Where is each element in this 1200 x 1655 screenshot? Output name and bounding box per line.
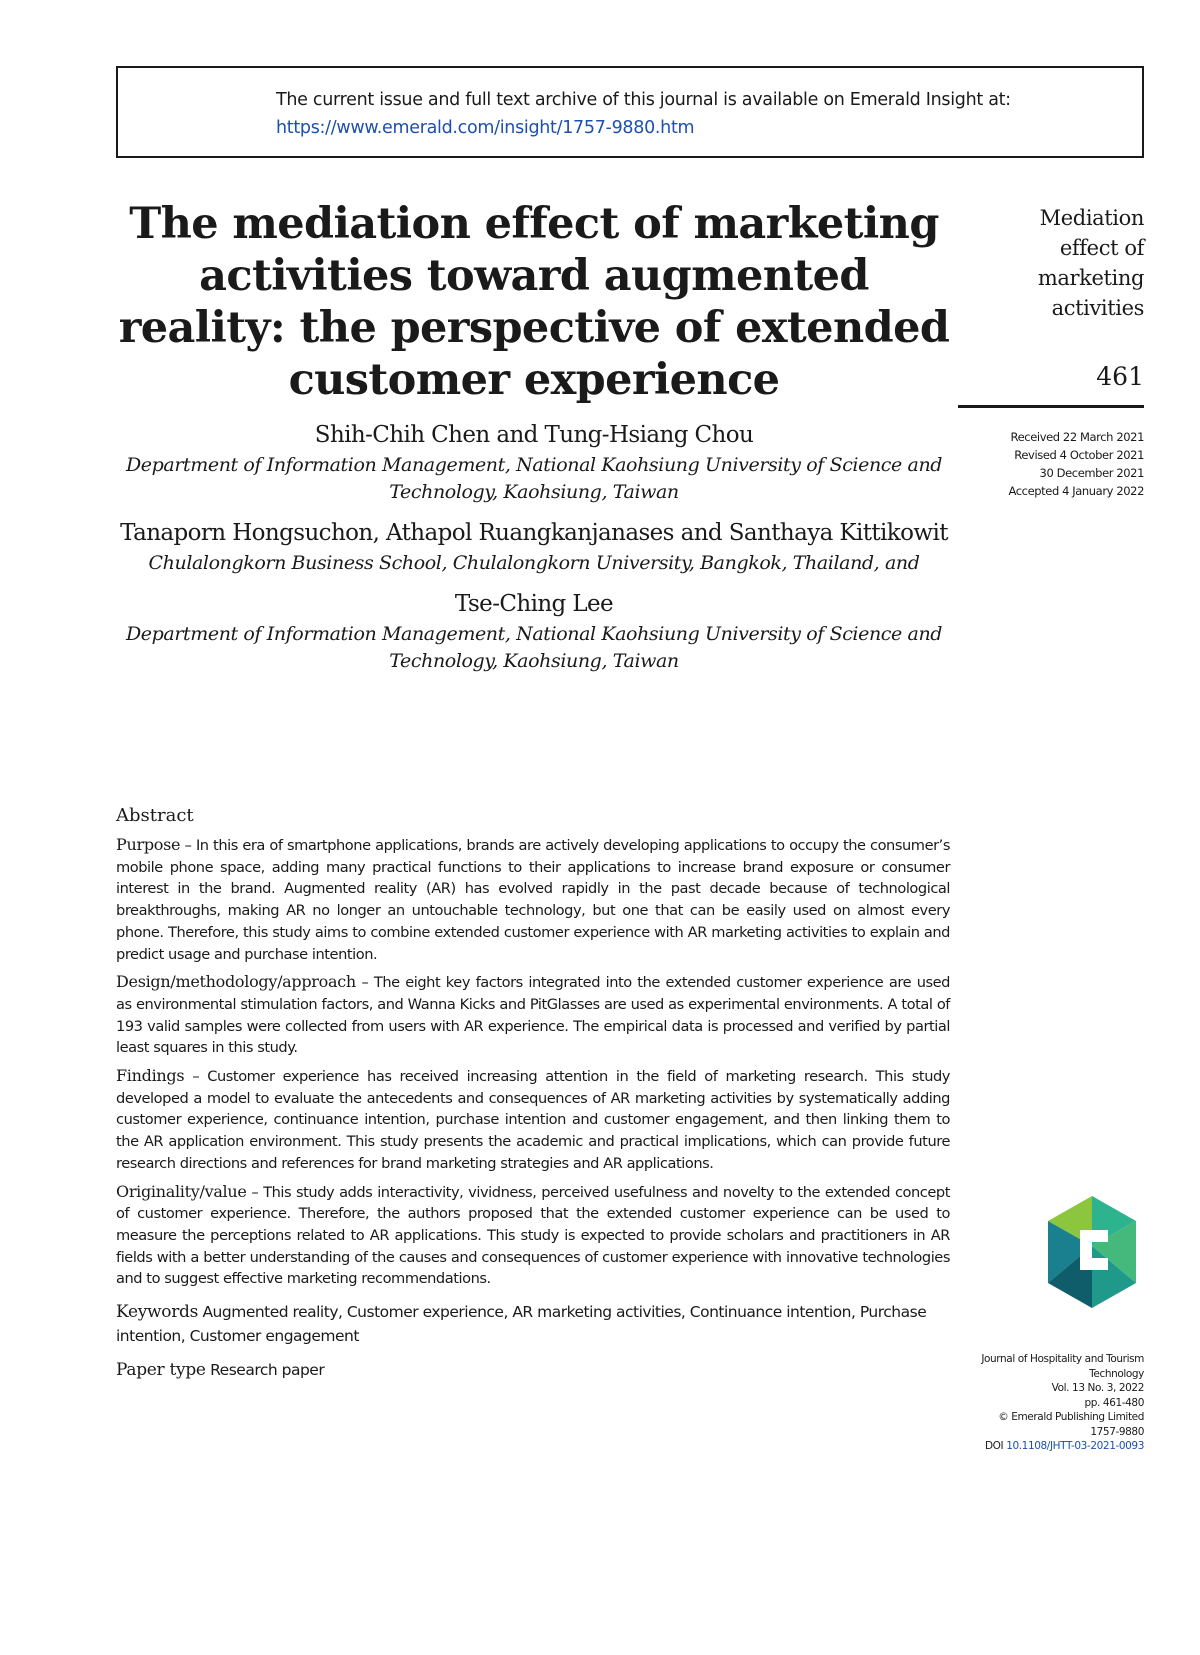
journal-access-banner bbox=[116, 66, 1144, 158]
author-group-2-affiliation: Chulalongkorn Business School, Chulalongkorn University, Bangkok, Thailand, and bbox=[148, 552, 920, 574]
journal-copyright: © Emerald Publishing Limited bbox=[998, 1411, 1144, 1423]
author-group-3-affiliation: Department of Information Management, National Kaohsiung University of Science and Technology, Kaohsiung, Taiwan bbox=[125, 623, 943, 672]
page-number: 461 bbox=[1096, 362, 1144, 391]
abstract-section-label: Design/methodology/approach bbox=[116, 972, 356, 992]
author-list bbox=[118, 420, 950, 687]
abstract-section-label: Purpose bbox=[116, 835, 181, 854]
abstract-purpose bbox=[116, 834, 950, 965]
margin-divider bbox=[958, 405, 1144, 408]
abstract-heading: Abstract bbox=[116, 805, 194, 826]
running-title bbox=[960, 203, 1144, 323]
journal-citation bbox=[940, 1352, 1144, 1454]
running-title-line: Mediation bbox=[1039, 206, 1144, 230]
running-title-line: effect of bbox=[1059, 236, 1144, 260]
banner-text: The current issue and full text archive of this journal is available on Emerald Insight at: bbox=[276, 90, 1011, 110]
abstract bbox=[116, 805, 950, 1380]
abstract-design bbox=[116, 971, 950, 1059]
journal-name: Journal of Hospitality and Tourism Technology bbox=[981, 1353, 1144, 1380]
journal-archive-link[interactable]: https://www.emerald.com/insight/1757-9880.htm bbox=[276, 118, 695, 138]
author-group-2-names: Tanaporn Hongsuchon, Athapol Ruangkanjanases and Santhaya Kittikowit bbox=[120, 520, 948, 546]
abstract-originality bbox=[116, 1181, 950, 1291]
abstract-section-text: – Customer experience has received increasing attention in the field of marketing research. This study developed a model to evaluate the antecedents and consequences of AR marketing activities by systematically adding customer experience, continuance intention, purchase intention and customer engagement, and then linking them to the AR application environment. This study presents the academic and practical implications, which can provide future research directions and references for brand marketing strategies and AR applications. bbox=[116, 1068, 950, 1172]
paper-type-label: Paper type bbox=[116, 1360, 206, 1381]
journal-volume: Vol. 13 No. 3, 2022 bbox=[1051, 1382, 1144, 1394]
doi-link[interactable]: 10.1108/JHTT-03-2021-0093 bbox=[1006, 1440, 1144, 1452]
abstract-section-label: Originality/value bbox=[116, 1181, 247, 1201]
running-title-line: activities bbox=[1051, 296, 1144, 320]
date-revised-2: 30 December 2021 bbox=[1039, 466, 1144, 480]
abstract-section-text: – This study adds interactivity, vividness, perceived usefulness and novelty to the extended concept of customer experience. Therefore, the authors proposed that the extended customer experience can be used to measure the perceptions related to AR applications. This study is expected to provide scholars and practitioners in AR fields with a better understanding of the causes and consequences of customer experience with innovative technologies and to suggest effective marketing recommendations. bbox=[116, 1183, 950, 1288]
running-title-line: marketing bbox=[1037, 266, 1144, 290]
keywords-text: Augmented reality, Customer experience, AR marketing activities, Continuance intention, Purchase intention, Customer engagement bbox=[116, 1303, 927, 1346]
journal-issn: 1757-9880 bbox=[1090, 1425, 1144, 1438]
doi-label: DOI bbox=[984, 1440, 1004, 1452]
date-received: Received 22 March 2021 bbox=[1010, 430, 1144, 444]
paper-type-value: Research paper bbox=[205, 1361, 325, 1380]
abstract-section-text: – The eight key factors integrated into the extended customer experience are used as environmental stimulation factors, and Wanna Kicks and PitGlasses are used as experimental environments. A total of 193 valid samples were collected from users with AR experience. The empirical data is processed and verified by partial least squares in this study. bbox=[116, 974, 950, 1057]
abstract-findings bbox=[116, 1065, 950, 1175]
author-group-3-names: Tse-Ching Lee bbox=[454, 591, 614, 617]
author-group-1-affiliation: Department of Information Management, National Kaohsiung University of Science and Technology, Kaohsiung, Taiwan bbox=[125, 454, 943, 503]
journal-pages: pp. 461-480 bbox=[1084, 1396, 1144, 1409]
author-group-1-names: Shih-Chih Chen and Tung-Hsiang Chou bbox=[314, 422, 754, 448]
paper-type bbox=[116, 1360, 950, 1380]
journal-doi bbox=[940, 1439, 1144, 1454]
date-accepted: Accepted 4 January 2022 bbox=[1008, 484, 1144, 498]
abstract-section-label: Findings bbox=[116, 1066, 185, 1086]
abstract-section-text: – In this era of smartphone applications, brands are actively developing applications to occupy the consumer’s mobile phone space, adding many practical functions to their applications to increase brand exposure or consumer interest in the brand. Augmented reality (AR) has evolved rapidly in the past decade because of technological breakthroughs, making AR no longer an untouchable technology, but one that can be easily used on almost every phone. Therefore, this study aims to combine extended customer experience with AR marketing activities to explain and predict usage and purchase intention. bbox=[116, 837, 950, 963]
article-history bbox=[940, 428, 1144, 500]
keywords bbox=[116, 1300, 950, 1348]
keywords-label: Keywords bbox=[116, 1302, 199, 1323]
paper-title: The mediation effect of marketing activities toward augmented reality: the perspective of extended customer experience bbox=[118, 199, 950, 405]
crossmark-logo-icon[interactable] bbox=[1040, 1192, 1144, 1312]
date-revised: Revised 4 October 2021 bbox=[1014, 448, 1144, 462]
